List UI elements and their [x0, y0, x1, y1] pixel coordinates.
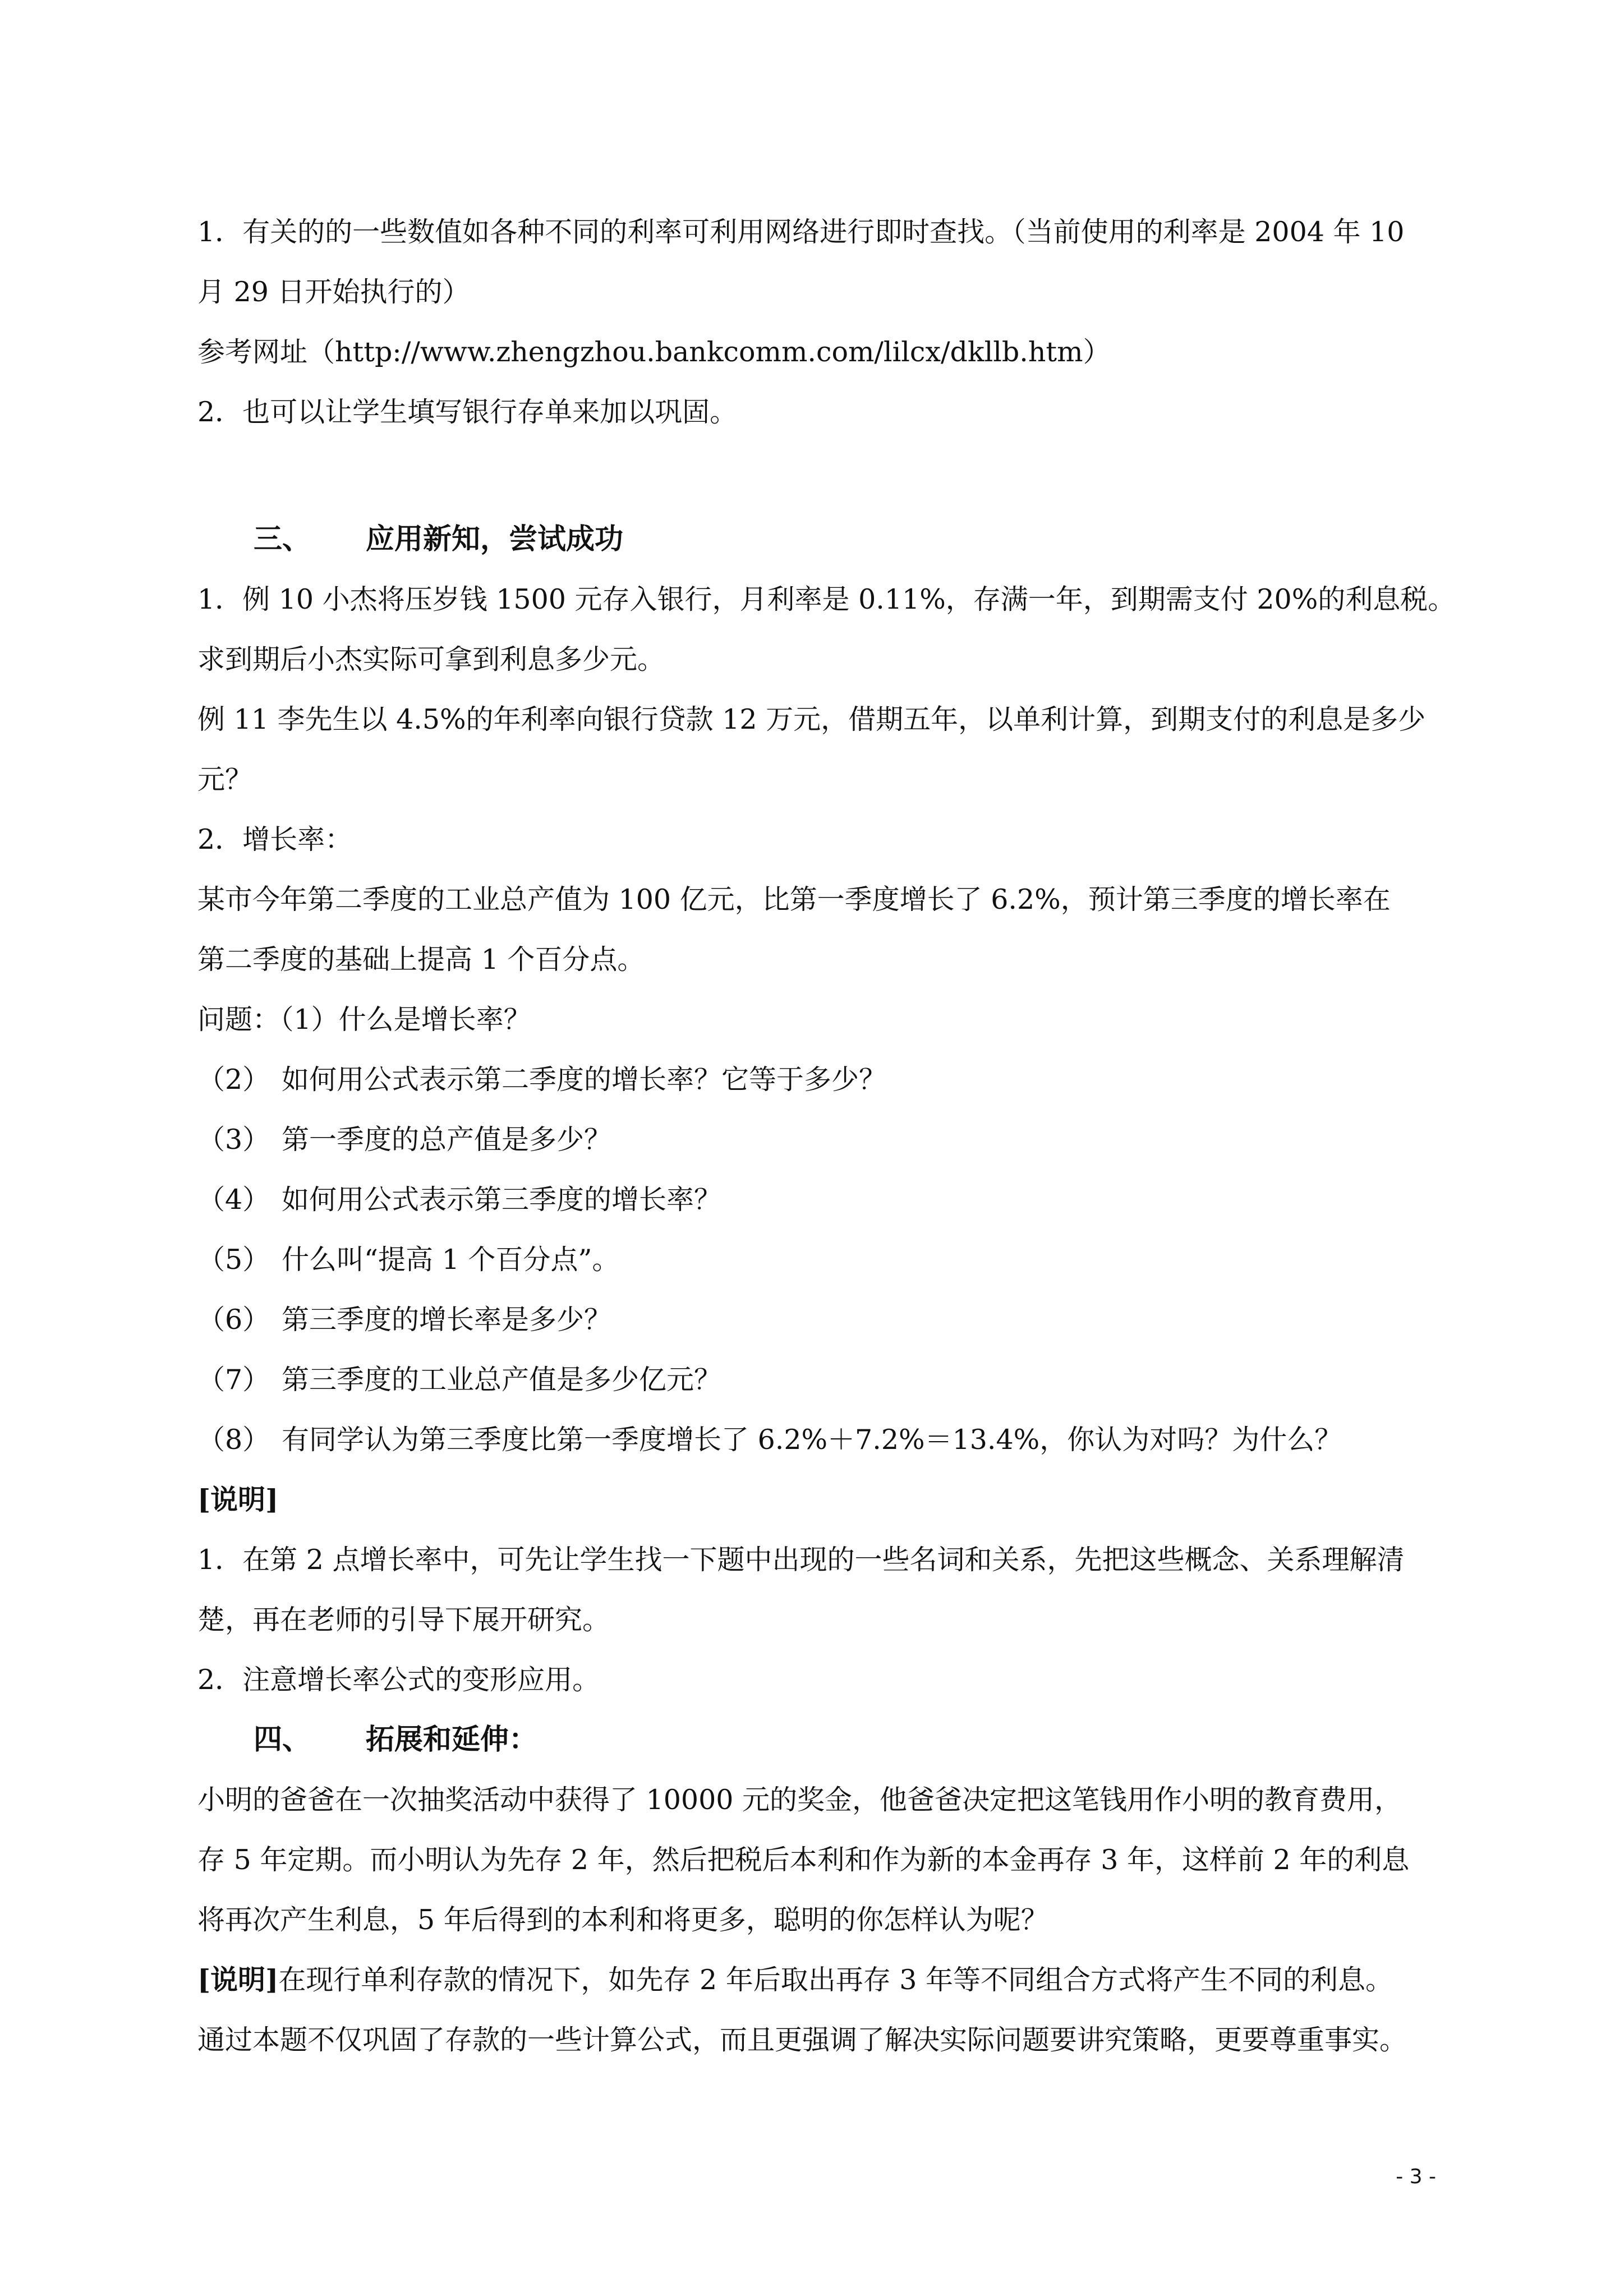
note-line: 1．在第 2 点增长率中，可先让学生找一下题中出现的一些名词和关系，先把这些概念、关系理解清: [197, 1544, 1405, 1576]
question-item: [197, 1170, 1454, 1230]
body-line: 求到期后小杰实际可拿到利息多少元。: [197, 643, 665, 675]
note-text: 在现行单利存款的情况下，如先存 2 年后取出再存 3 年等不同组合方式将产生不同的利息。: [278, 1964, 1393, 1996]
final-note-line: [197, 1950, 1454, 2010]
body-line: 1．例 10 小杰将压岁钱 1500 元存入银行，月利率是 0.11%，存满一年，到期需支付 20%的利息税。: [197, 583, 1456, 615]
question-item: [197, 1410, 1454, 1470]
question-text: 如何用公式表示第三季度的增长率？: [282, 1184, 722, 1216]
final-note-line: 通过本题不仅巩固了存款的一些计算公式，而且更强调了解决实际问题要讲究策略，更要尊重事实。: [197, 2024, 1407, 2056]
note-line: 2．注意增长率公式的变形应用。: [197, 1664, 600, 1696]
body-line: 小明的爸爸在一次抽奖活动中获得了 10000 元的奖金，他爸爸决定把这笔钱用作小明的教育费用，: [197, 1784, 1402, 1816]
question-number: （8）: [197, 1424, 270, 1456]
reference-url-line: 参考网址（http://www.zhengzhou.bankcomm.com/lilcx/dkllb.htm）: [197, 336, 1111, 368]
question-number: （3）: [197, 1124, 270, 1156]
question-item: [197, 1110, 1454, 1170]
section-number: 三、: [254, 522, 311, 556]
question-item: [197, 1050, 1454, 1110]
page-content: [197, 202, 1454, 2070]
body-line: 存 5 年定期。而小明认为先存 2 年，然后把税后本利和作为新的本金再存 3 年，这样前 2 年的利息: [197, 1844, 1410, 1876]
question-text: 第一季度的总产值是多少？: [282, 1124, 612, 1156]
note-label: [说明]: [197, 1963, 279, 1996]
body-line: 第二季度的基础上提高 1 个百分点。: [197, 944, 645, 976]
question-text: 有同学认为第三季度比第一季度增长了 6.2%＋7.2%＝13.4%，你认为对吗？为什么？: [282, 1424, 1342, 1456]
question-number: （7）: [197, 1364, 270, 1396]
section-title: 拓展和延伸：: [366, 1723, 538, 1756]
body-line: 问题：（1）什么是增长率？: [197, 1004, 531, 1036]
body-line: 2．增长率：: [197, 823, 353, 855]
body-line: 某市今年第二季度的工业总产值为 100 亿元，比第一季度增长了 6.2%，预计第三季度的增长率在: [197, 884, 1391, 915]
section-heading-3: [197, 509, 1454, 569]
body-line: 将再次产生利息，5 年后得到的本利和将更多，聪明的你怎样认为呢？: [197, 1904, 1048, 1936]
section-number: 四、: [254, 1723, 311, 1756]
question-item: [197, 1290, 1454, 1350]
note-line: 楚，再在老师的引导下展开研究。: [197, 1604, 610, 1636]
note-line: 1．有关的的一些数值如各种不同的利率可利用网络进行即时查找。（当前使用的利率是 2004 年 10: [197, 216, 1405, 248]
question-number: （2）: [197, 1064, 270, 1096]
question-item: [197, 1350, 1454, 1410]
question-number: （5）: [197, 1244, 270, 1276]
question-text: 第三季度的工业总产值是多少亿元？: [282, 1364, 722, 1396]
note-label: [说明]: [197, 1483, 279, 1516]
section-heading-4: [197, 1710, 1454, 1770]
body-line: 元？: [197, 763, 253, 795]
note-line: 2．也可以让学生填写银行存单来加以巩固。: [197, 396, 738, 428]
question-item: [197, 1230, 1454, 1290]
page-number: - 3 -: [1396, 2165, 1436, 2188]
question-text: 什么叫“提高 1 个百分点”。: [282, 1244, 620, 1276]
section-title: 应用新知，尝试成功: [366, 522, 624, 556]
note-line: 月 29 日开始执行的）: [197, 276, 470, 308]
body-line: 例 11 李先生以 4.5%的年利率向银行贷款 12 万元，借期五年，以单利计算，到期支付的利息是多少: [197, 703, 1426, 735]
question-number: （6）: [197, 1304, 270, 1336]
question-text: 第三季度的增长率是多少？: [282, 1304, 612, 1336]
question-text: 如何用公式表示第二季度的增长率？它等于多少？: [282, 1064, 887, 1096]
question-number: （4）: [197, 1184, 270, 1216]
